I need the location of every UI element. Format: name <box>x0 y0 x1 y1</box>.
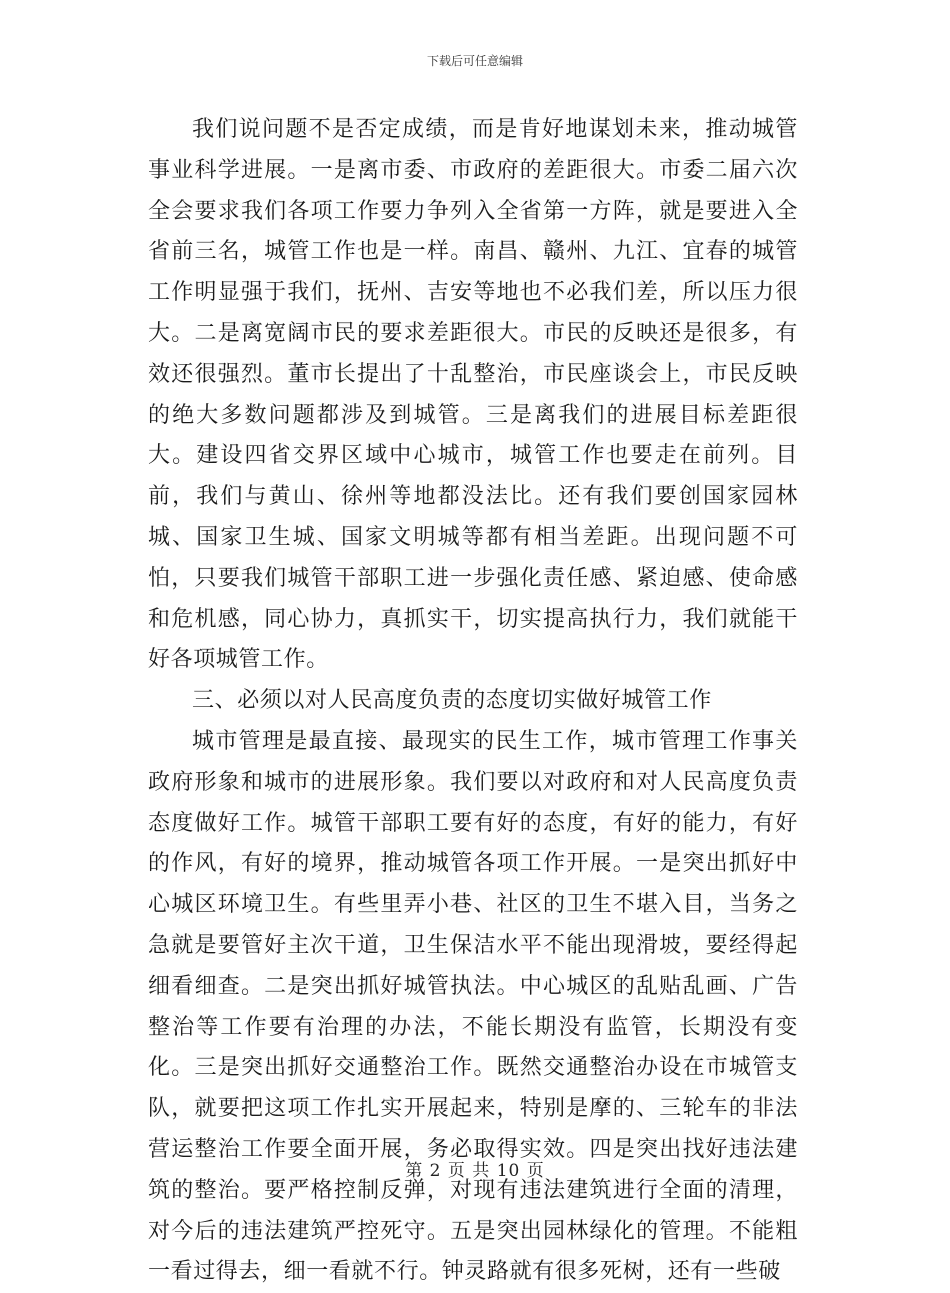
document-body <box>148 110 798 1293</box>
body-paragraph: 我们说问题不是否定成绩，而是肯好地谋划未来，推动城管事业科学进展。一是离市委、市政府的差距很大。市委二届六次全会要求我们各项工作要力争列入全省第一方阵，就是要进入全省前三名，城管工作也是一样。南昌、赣州、九江、宜春的城管工作明显强于我们，抚州、吉安等地也不必我们差，所以压力很大。二是离宽阔市民的要求差距很大。市民的反映还是很多，有效还很强烈。董市长提出了十乱整治，市民座谈会上，市民反映的绝大多数问题都涉及到城管。三是离我们的进展目标差距很大。建设四省交界区域中心城市，城管工作也要走在前列。目前，我们与黄山、徐州等地都没法比。还有我们要创国家园林城、国家卫生城、国家文明城等都有相当差距。出现问题不可怕，只要我们城管干部职工进一步强化责任感、紧迫感、使命感和危机感，同心协力，真抓实干，切实提高执行力，我们就能干好各项城管工作。 <box>148 117 798 673</box>
page-header-note: 下载后可任意编辑 <box>426 54 523 68</box>
section-heading: 三、必须以对人民高度负责的态度切实做好城管工作 <box>192 688 712 714</box>
body-paragraph: 城市管理是最直接、最现实的民生工作，城市管理工作事关政府形象和城市的进展形象。我们要以对政府和对人民高度负责态度做好工作。城管干部职工要有好的态度，有好的能力，有好的作风，有好的境界，推动城管各项工作开展。一是突出抓好中心城区环境卫生。有些里弄小巷、社区的卫生不堪入目，当务之急就是要管好主次干道，卫生保洁水平不能出现滑坡，要经得起细看细查。二是突出抓好城管执法。中心城区的乱贴乱画、广告整治等工作要有治理的办法，不能长期没有监管，长期没有变化。三是突出抓好交通整治工作。既然交通整治办设在市城管支队，就要把这项工作扎实开展起来，特别是摩的、三轮车的非法营运整治工作要全面开展，务必取得实效。四是突出找好违法建筑的整治。要严格控制反弹，对现有违法建筑进行全面的清理，对今后的违法建筑严控死守。五是突出园林绿化的管理。不能粗一看过得去，细一看就不行。钟灵路就有很多死树，还有一些破 <box>148 728 798 1285</box>
page-number-footer: 第 2 页 共 10 页 <box>405 1161 545 1181</box>
